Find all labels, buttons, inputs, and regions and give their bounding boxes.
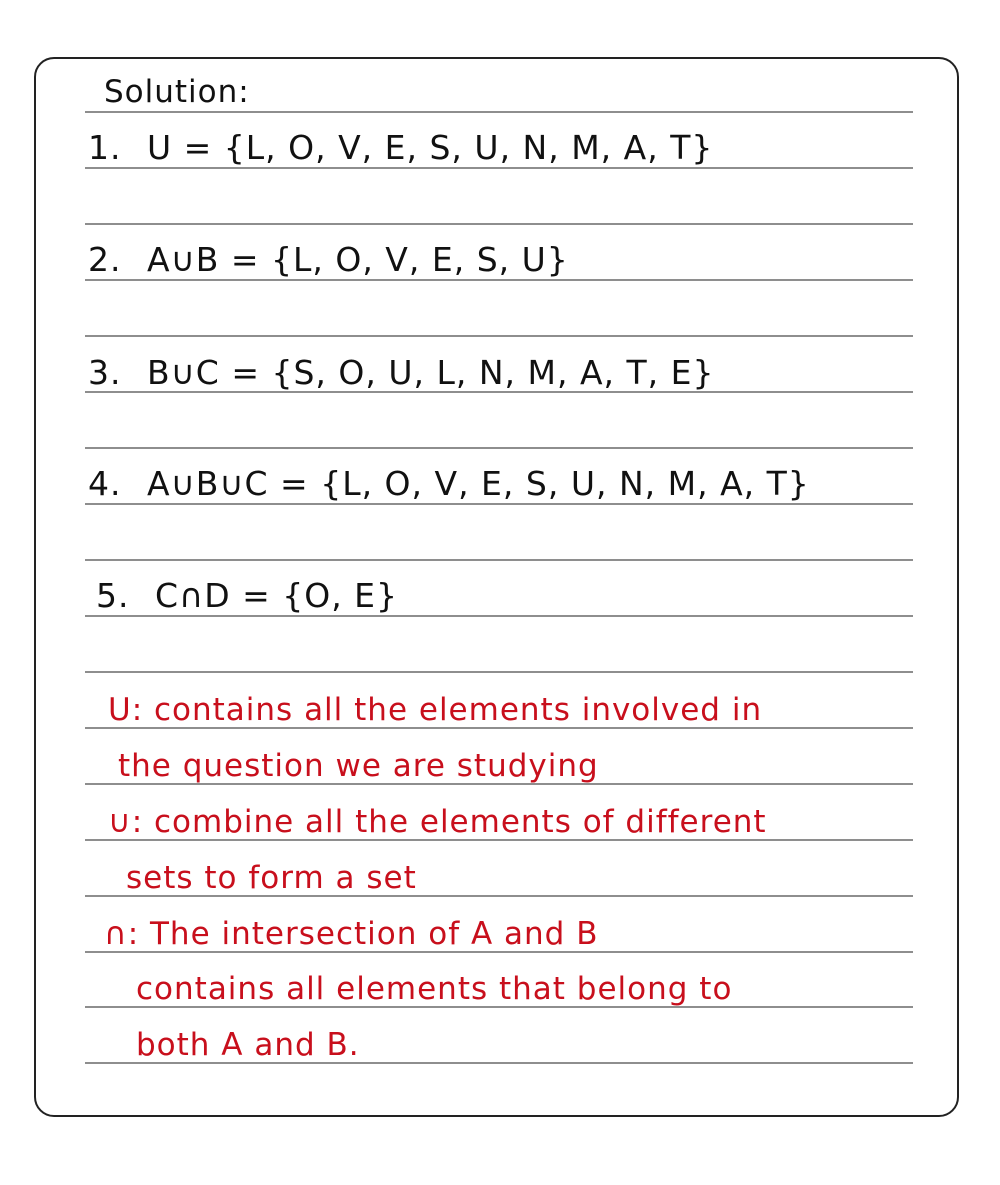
note-union-cont: sets to form a set	[126, 860, 417, 896]
step-expression: C∩D = {O, E}	[155, 576, 399, 615]
solution-heading: Solution:	[104, 74, 250, 110]
rule-line	[85, 223, 913, 225]
step-1	[88, 128, 713, 167]
step-number: 3.	[88, 353, 122, 392]
rule-line	[85, 167, 913, 169]
note-universal-set-cont: the question we are studying	[118, 748, 599, 784]
note-intersection-end: both A and B.	[136, 1027, 360, 1063]
rule-line	[85, 335, 913, 337]
step-2	[88, 240, 569, 279]
step-expression: U = {L, O, V, E, S, U, N, M, A, T}	[147, 128, 714, 167]
step-number: 2.	[88, 240, 122, 279]
rule-line	[85, 447, 913, 449]
note-union: ∪: combine all the elements of different	[108, 804, 767, 840]
note-universal-set: U: contains all the elements involved in	[108, 692, 763, 728]
note-intersection: ∩: The intersection of A and B	[104, 916, 599, 952]
step-number: 4.	[88, 464, 122, 503]
step-expression: A∪B = {L, O, V, E, S, U}	[147, 240, 569, 279]
note-intersection-cont: contains all elements that belong to	[136, 971, 733, 1007]
step-4	[88, 464, 810, 503]
step-expression: B∪C = {S, O, U, L, N, M, A, T, E}	[147, 353, 715, 392]
rule-line	[85, 503, 913, 505]
rule-line	[85, 111, 913, 113]
step-number: 1.	[88, 128, 122, 167]
rule-line	[85, 671, 913, 673]
step-3	[88, 353, 715, 392]
rule-line	[85, 559, 913, 561]
step-5	[96, 576, 398, 615]
rule-line	[85, 279, 913, 281]
step-number: 5.	[96, 576, 130, 615]
rule-line	[85, 615, 913, 617]
step-expression: A∪B∪C = {L, O, V, E, S, U, N, M, A, T}	[147, 464, 810, 503]
